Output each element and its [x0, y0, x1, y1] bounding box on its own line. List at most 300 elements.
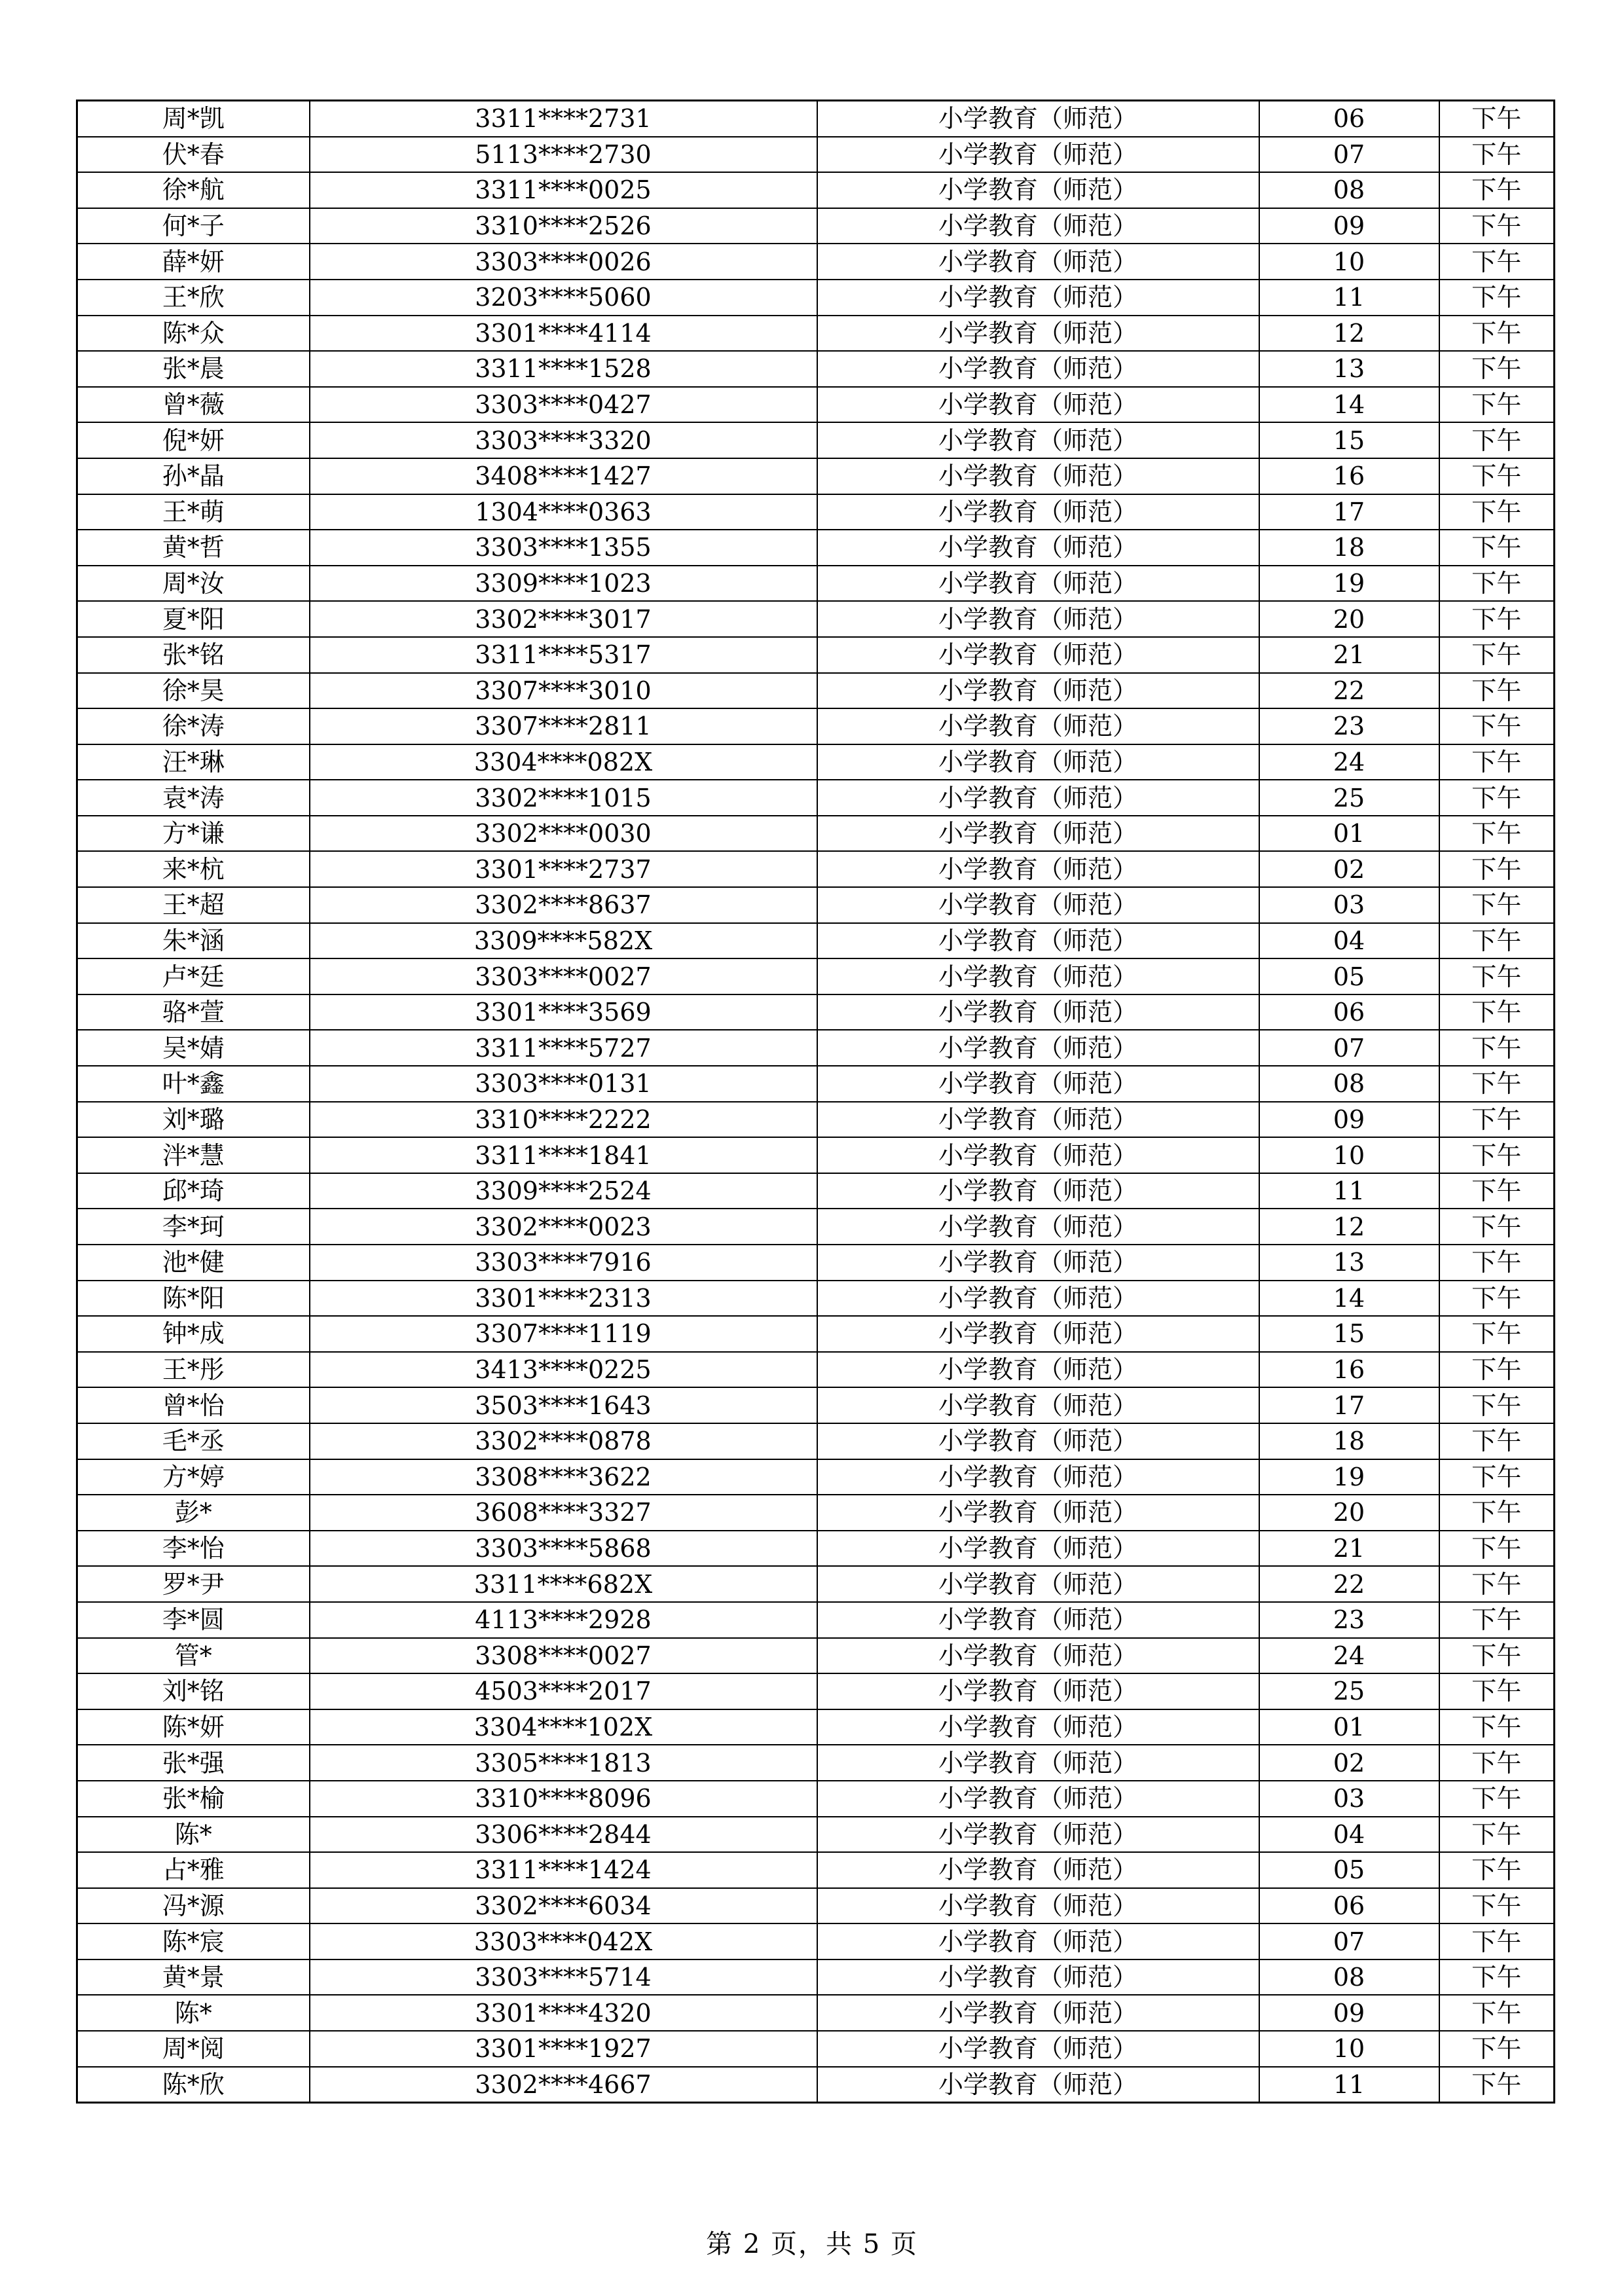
session-cell: 下午 [1439, 101, 1555, 137]
candidate-name-cell: 方*谦 [77, 816, 310, 852]
table-row [77, 2067, 1555, 2103]
major-cell: 小学教育（师范） [817, 673, 1259, 709]
sequence-number-cell: 12 [1259, 316, 1439, 352]
major-cell: 小学教育（师范） [817, 244, 1259, 280]
session-cell: 下午 [1439, 1888, 1555, 1924]
table-row [77, 1959, 1555, 1995]
id-number-cell: 3304****082X [310, 744, 817, 780]
table-row [77, 923, 1555, 959]
candidate-name-cell: 骆*萱 [77, 994, 310, 1030]
sequence-number-cell: 17 [1259, 494, 1439, 530]
sequence-number-cell: 06 [1259, 1888, 1439, 1924]
candidate-name-cell: 池*健 [77, 1245, 310, 1281]
session-cell: 下午 [1439, 1173, 1555, 1209]
session-cell: 下午 [1439, 1352, 1555, 1388]
candidate-name-cell: 方*婷 [77, 1459, 310, 1495]
sequence-number-cell: 01 [1259, 1709, 1439, 1745]
id-number-cell: 3301****4320 [310, 1995, 817, 2031]
candidate-name-cell: 吴*婧 [77, 1030, 310, 1066]
session-cell: 下午 [1439, 1387, 1555, 1423]
session-cell: 下午 [1439, 280, 1555, 316]
major-cell: 小学教育（师范） [817, 1673, 1259, 1709]
session-cell: 下午 [1439, 601, 1555, 637]
major-cell: 小学教育（师范） [817, 851, 1259, 887]
major-cell: 小学教育（师范） [817, 2067, 1259, 2103]
table-row [77, 1495, 1555, 1531]
session-cell: 下午 [1439, 780, 1555, 816]
session-cell: 下午 [1439, 1459, 1555, 1495]
sequence-number-cell: 07 [1259, 137, 1439, 173]
id-number-cell: 3307****2811 [310, 708, 817, 744]
table-row [77, 244, 1555, 280]
id-number-cell: 3303****0026 [310, 244, 817, 280]
table-row [77, 1281, 1555, 1317]
candidate-name-cell: 张*铭 [77, 637, 310, 673]
sequence-number-cell: 24 [1259, 744, 1439, 780]
id-number-cell: 3311****0025 [310, 172, 817, 208]
table-row [77, 887, 1555, 923]
major-cell: 小学教育（师范） [817, 601, 1259, 637]
table-row [77, 1066, 1555, 1102]
major-cell: 小学教育（师范） [817, 280, 1259, 316]
session-cell: 下午 [1439, 494, 1555, 530]
id-number-cell: 3503****1643 [310, 1387, 817, 1423]
major-cell: 小学教育（师范） [817, 708, 1259, 744]
candidate-name-cell: 邱*琦 [77, 1173, 310, 1209]
table-row [77, 422, 1555, 458]
sequence-number-cell: 08 [1259, 1959, 1439, 1995]
sequence-number-cell: 09 [1259, 1102, 1439, 1138]
session-cell: 下午 [1439, 1066, 1555, 1102]
table-row [77, 530, 1555, 566]
session-cell: 下午 [1439, 566, 1555, 602]
table-row [77, 280, 1555, 316]
major-cell: 小学教育（师范） [817, 1638, 1259, 1674]
table-row [77, 1817, 1555, 1853]
table-row [77, 816, 1555, 852]
sequence-number-cell: 20 [1259, 1495, 1439, 1531]
table-row [77, 994, 1555, 1030]
session-cell: 下午 [1439, 851, 1555, 887]
sequence-number-cell: 07 [1259, 1030, 1439, 1066]
id-number-cell: 3203****5060 [310, 280, 817, 316]
id-number-cell: 3303****5868 [310, 1531, 817, 1567]
table-row [77, 1995, 1555, 2031]
major-cell: 小学教育（师范） [817, 958, 1259, 994]
candidate-name-cell: 钟*成 [77, 1316, 310, 1352]
id-number-cell: 3303****5714 [310, 1959, 817, 1995]
id-number-cell: 3301****4114 [310, 316, 817, 352]
table-row [77, 172, 1555, 208]
candidate-name-cell: 彭* [77, 1495, 310, 1531]
sequence-number-cell: 16 [1259, 458, 1439, 494]
major-cell: 小学教育（师范） [817, 1066, 1259, 1102]
sequence-number-cell: 14 [1259, 387, 1439, 423]
major-cell: 小学教育（师范） [817, 172, 1259, 208]
candidate-name-cell: 周*汝 [77, 566, 310, 602]
id-number-cell: 3303****3320 [310, 422, 817, 458]
candidate-name-cell: 冯*源 [77, 1888, 310, 1924]
sequence-number-cell: 16 [1259, 1352, 1439, 1388]
major-cell: 小学教育（师范） [817, 101, 1259, 137]
table-row [77, 1566, 1555, 1602]
major-cell: 小学教育（师范） [817, 1316, 1259, 1352]
session-cell: 下午 [1439, 2031, 1555, 2067]
sequence-number-cell: 05 [1259, 1852, 1439, 1888]
table-row [77, 137, 1555, 173]
major-cell: 小学教育（师范） [817, 1209, 1259, 1245]
id-number-cell: 3311****1841 [310, 1137, 817, 1173]
session-cell: 下午 [1439, 530, 1555, 566]
table-row [77, 1638, 1555, 1674]
session-cell: 下午 [1439, 1316, 1555, 1352]
id-number-cell: 3303****042X [310, 1923, 817, 1959]
candidate-name-cell: 占*雅 [77, 1852, 310, 1888]
candidate-name-cell: 罗*尹 [77, 1566, 310, 1602]
id-number-cell: 5113****2730 [310, 137, 817, 173]
sequence-number-cell: 13 [1259, 351, 1439, 387]
table-row [77, 744, 1555, 780]
major-cell: 小学教育（师范） [817, 458, 1259, 494]
major-cell: 小学教育（师范） [817, 566, 1259, 602]
sequence-number-cell: 06 [1259, 994, 1439, 1030]
sequence-number-cell: 10 [1259, 2031, 1439, 2067]
table-row [77, 1745, 1555, 1781]
sequence-number-cell: 15 [1259, 422, 1439, 458]
sequence-number-cell: 08 [1259, 1066, 1439, 1102]
major-cell: 小学教育（师范） [817, 1173, 1259, 1209]
major-cell: 小学教育（师范） [817, 780, 1259, 816]
major-cell: 小学教育（师范） [817, 2031, 1259, 2067]
table-row [77, 1709, 1555, 1745]
candidate-name-cell: 陈* [77, 1995, 310, 2031]
major-cell: 小学教育（师范） [817, 1245, 1259, 1281]
table-row [77, 2031, 1555, 2067]
sequence-number-cell: 14 [1259, 1281, 1439, 1317]
session-cell: 下午 [1439, 1602, 1555, 1638]
candidate-name-cell: 陈*阳 [77, 1281, 310, 1317]
table-row [77, 1387, 1555, 1423]
sequence-number-cell: 21 [1259, 1531, 1439, 1567]
major-cell: 小学教育（师范） [817, 1602, 1259, 1638]
id-number-cell: 3304****102X [310, 1709, 817, 1745]
session-cell: 下午 [1439, 1959, 1555, 1995]
sequence-number-cell: 03 [1259, 1781, 1439, 1817]
table-row [77, 1316, 1555, 1352]
sequence-number-cell: 24 [1259, 1638, 1439, 1674]
major-cell: 小学教育（师范） [817, 994, 1259, 1030]
id-number-cell: 3301****1927 [310, 2031, 817, 2067]
table-row [77, 1352, 1555, 1388]
id-number-cell: 3302****4667 [310, 2067, 817, 2103]
session-cell: 下午 [1439, 1745, 1555, 1781]
id-number-cell: 3303****1355 [310, 530, 817, 566]
table-row [77, 851, 1555, 887]
id-number-cell: 3303****0427 [310, 387, 817, 423]
id-number-cell: 3306****2844 [310, 1817, 817, 1853]
sequence-number-cell: 03 [1259, 887, 1439, 923]
table-row [77, 958, 1555, 994]
session-cell: 下午 [1439, 351, 1555, 387]
session-cell: 下午 [1439, 1030, 1555, 1066]
candidate-name-cell: 张*强 [77, 1745, 310, 1781]
candidate-name-cell: 黄*哲 [77, 530, 310, 566]
candidate-name-cell: 王*超 [77, 887, 310, 923]
session-cell: 下午 [1439, 137, 1555, 173]
table-row [77, 1673, 1555, 1709]
major-cell: 小学教育（师范） [817, 1709, 1259, 1745]
sequence-number-cell: 13 [1259, 1245, 1439, 1281]
session-cell: 下午 [1439, 637, 1555, 673]
table-row [77, 637, 1555, 673]
session-cell: 下午 [1439, 887, 1555, 923]
sequence-number-cell: 10 [1259, 1137, 1439, 1173]
session-cell: 下午 [1439, 244, 1555, 280]
sequence-number-cell: 09 [1259, 1995, 1439, 2031]
major-cell: 小学教育（师范） [817, 816, 1259, 852]
id-number-cell: 3301****2313 [310, 1281, 817, 1317]
id-number-cell: 3608****3327 [310, 1495, 817, 1531]
table-row [77, 673, 1555, 709]
session-cell: 下午 [1439, 923, 1555, 959]
sequence-number-cell: 22 [1259, 1566, 1439, 1602]
candidate-name-cell: 曾*薇 [77, 387, 310, 423]
major-cell: 小学教育（师范） [817, 1137, 1259, 1173]
session-cell: 下午 [1439, 1709, 1555, 1745]
major-cell: 小学教育（师范） [817, 351, 1259, 387]
candidate-name-cell: 孙*晶 [77, 458, 310, 494]
major-cell: 小学教育（师范） [817, 1781, 1259, 1817]
major-cell: 小学教育（师范） [817, 923, 1259, 959]
candidate-name-cell: 张*榆 [77, 1781, 310, 1817]
table-row [77, 566, 1555, 602]
id-number-cell: 3302****0030 [310, 816, 817, 852]
id-number-cell: 3308****0027 [310, 1638, 817, 1674]
session-cell: 下午 [1439, 673, 1555, 709]
sequence-number-cell: 19 [1259, 1459, 1439, 1495]
session-cell: 下午 [1439, 1209, 1555, 1245]
session-cell: 下午 [1439, 172, 1555, 208]
id-number-cell: 3308****3622 [310, 1459, 817, 1495]
candidate-name-cell: 陈*众 [77, 316, 310, 352]
id-number-cell: 3311****682X [310, 1566, 817, 1602]
candidate-name-cell: 叶*鑫 [77, 1066, 310, 1102]
id-number-cell: 3307****1119 [310, 1316, 817, 1352]
sequence-number-cell: 23 [1259, 708, 1439, 744]
major-cell: 小学教育（师范） [817, 1281, 1259, 1317]
major-cell: 小学教育（师范） [817, 530, 1259, 566]
sequence-number-cell: 11 [1259, 1173, 1439, 1209]
session-cell: 下午 [1439, 422, 1555, 458]
candidate-name-cell: 何*子 [77, 208, 310, 244]
candidate-name-cell: 卢*廷 [77, 958, 310, 994]
candidate-name-cell: 徐*航 [77, 172, 310, 208]
sequence-number-cell: 02 [1259, 1745, 1439, 1781]
session-cell: 下午 [1439, 744, 1555, 780]
candidate-name-cell: 汪*琳 [77, 744, 310, 780]
session-cell: 下午 [1439, 1102, 1555, 1138]
table-row [77, 208, 1555, 244]
candidate-name-cell: 陈*宸 [77, 1923, 310, 1959]
sequence-number-cell: 04 [1259, 1817, 1439, 1853]
id-number-cell: 3311****2731 [310, 101, 817, 137]
major-cell: 小学教育（师范） [817, 494, 1259, 530]
table-row [77, 1209, 1555, 1245]
session-cell: 下午 [1439, 1423, 1555, 1459]
sequence-number-cell: 15 [1259, 1316, 1439, 1352]
session-cell: 下午 [1439, 1673, 1555, 1709]
major-cell: 小学教育（师范） [817, 1745, 1259, 1781]
id-number-cell: 3310****2222 [310, 1102, 817, 1138]
candidate-name-cell: 周*阅 [77, 2031, 310, 2067]
table-row [77, 1245, 1555, 1281]
sequence-number-cell: 07 [1259, 1923, 1439, 1959]
major-cell: 小学教育（师范） [817, 1352, 1259, 1388]
major-cell: 小学教育（师范） [817, 1923, 1259, 1959]
candidate-name-cell: 黄*景 [77, 1959, 310, 1995]
sequence-number-cell: 01 [1259, 816, 1439, 852]
major-cell: 小学教育（师范） [817, 422, 1259, 458]
candidate-name-cell: 王*萌 [77, 494, 310, 530]
candidate-name-cell: 倪*妍 [77, 422, 310, 458]
id-number-cell: 3305****1813 [310, 1745, 817, 1781]
session-cell: 下午 [1439, 1781, 1555, 1817]
id-number-cell: 3302****8637 [310, 887, 817, 923]
candidate-name-cell: 周*凯 [77, 101, 310, 137]
table-row [77, 1923, 1555, 1959]
candidate-name-cell: 徐*涛 [77, 708, 310, 744]
candidate-name-cell: 管* [77, 1638, 310, 1674]
candidate-name-cell: 朱*涵 [77, 923, 310, 959]
candidate-name-cell: 王*彤 [77, 1352, 310, 1388]
major-cell: 小学教育（师范） [817, 1995, 1259, 2031]
major-cell: 小学教育（师范） [817, 1959, 1259, 1995]
id-number-cell: 1304****0363 [310, 494, 817, 530]
candidate-name-cell: 李*珂 [77, 1209, 310, 1245]
roster-table-body [77, 101, 1555, 2103]
session-cell: 下午 [1439, 316, 1555, 352]
sequence-number-cell: 25 [1259, 1673, 1439, 1709]
major-cell: 小学教育（师范） [817, 316, 1259, 352]
candidate-name-cell: 陈* [77, 1817, 310, 1853]
sequence-number-cell: 02 [1259, 851, 1439, 887]
id-number-cell: 3302****0878 [310, 1423, 817, 1459]
id-number-cell: 3413****0225 [310, 1352, 817, 1388]
sequence-number-cell: 08 [1259, 172, 1439, 208]
id-number-cell: 3309****1023 [310, 566, 817, 602]
major-cell: 小学教育（师范） [817, 1566, 1259, 1602]
table-row [77, 1852, 1555, 1888]
sequence-number-cell: 17 [1259, 1387, 1439, 1423]
candidate-name-cell: 夏*阳 [77, 601, 310, 637]
candidate-name-cell: 刘*铭 [77, 1673, 310, 1709]
candidate-name-cell: 袁*涛 [77, 780, 310, 816]
session-cell: 下午 [1439, 387, 1555, 423]
candidate-name-cell: 伏*春 [77, 137, 310, 173]
session-cell: 下午 [1439, 1245, 1555, 1281]
session-cell: 下午 [1439, 816, 1555, 852]
id-number-cell: 3311****5727 [310, 1030, 817, 1066]
table-row [77, 601, 1555, 637]
sequence-number-cell: 21 [1259, 637, 1439, 673]
table-row [77, 780, 1555, 816]
sequence-number-cell: 06 [1259, 101, 1439, 137]
session-cell: 下午 [1439, 1995, 1555, 2031]
table-row [77, 458, 1555, 494]
sequence-number-cell: 11 [1259, 2067, 1439, 2103]
candidate-name-cell: 泮*慧 [77, 1137, 310, 1173]
table-row [77, 1888, 1555, 1924]
sequence-number-cell: 18 [1259, 530, 1439, 566]
session-cell: 下午 [1439, 2067, 1555, 2103]
sequence-number-cell: 09 [1259, 208, 1439, 244]
table-row [77, 1531, 1555, 1567]
session-cell: 下午 [1439, 1923, 1555, 1959]
id-number-cell: 3408****1427 [310, 458, 817, 494]
major-cell: 小学教育（师范） [817, 1888, 1259, 1924]
id-number-cell: 3307****3010 [310, 673, 817, 709]
sequence-number-cell: 10 [1259, 244, 1439, 280]
id-number-cell: 3302****6034 [310, 1888, 817, 1924]
candidate-name-cell: 王*欣 [77, 280, 310, 316]
session-cell: 下午 [1439, 1531, 1555, 1567]
major-cell: 小学教育（师范） [817, 1817, 1259, 1853]
sequence-number-cell: 20 [1259, 601, 1439, 637]
id-number-cell: 3302****3017 [310, 601, 817, 637]
table-row [77, 101, 1555, 137]
table-row [77, 351, 1555, 387]
page-number-footer: 第 2 页，共 5 页 [706, 2229, 918, 2259]
table-row [77, 1030, 1555, 1066]
table-row [77, 1173, 1555, 1209]
sequence-number-cell: 05 [1259, 958, 1439, 994]
id-number-cell: 3310****2526 [310, 208, 817, 244]
sequence-number-cell: 25 [1259, 780, 1439, 816]
session-cell: 下午 [1439, 1495, 1555, 1531]
session-cell: 下午 [1439, 958, 1555, 994]
sequence-number-cell: 18 [1259, 1423, 1439, 1459]
candidate-name-cell: 陈*妍 [77, 1709, 310, 1745]
candidate-name-cell: 毛*丞 [77, 1423, 310, 1459]
id-number-cell: 3301****3569 [310, 994, 817, 1030]
id-number-cell: 4113****2928 [310, 1602, 817, 1638]
session-cell: 下午 [1439, 1852, 1555, 1888]
table-row [77, 316, 1555, 352]
candidate-name-cell: 曾*怡 [77, 1387, 310, 1423]
roster-table [76, 100, 1555, 2104]
table-row [77, 1137, 1555, 1173]
id-number-cell: 3311****5317 [310, 637, 817, 673]
sequence-number-cell: 22 [1259, 673, 1439, 709]
session-cell: 下午 [1439, 458, 1555, 494]
id-number-cell: 3303****0027 [310, 958, 817, 994]
candidate-name-cell: 李*圆 [77, 1602, 310, 1638]
major-cell: 小学教育（师范） [817, 1387, 1259, 1423]
candidate-name-cell: 李*怡 [77, 1531, 310, 1567]
table-row [77, 1459, 1555, 1495]
major-cell: 小学教育（师范） [817, 1495, 1259, 1531]
session-cell: 下午 [1439, 208, 1555, 244]
major-cell: 小学教育（师范） [817, 744, 1259, 780]
id-number-cell: 3311****1528 [310, 351, 817, 387]
id-number-cell: 3311****1424 [310, 1852, 817, 1888]
session-cell: 下午 [1439, 1638, 1555, 1674]
major-cell: 小学教育（师范） [817, 1423, 1259, 1459]
major-cell: 小学教育（师范） [817, 208, 1259, 244]
candidate-name-cell: 陈*欣 [77, 2067, 310, 2103]
sequence-number-cell: 12 [1259, 1209, 1439, 1245]
table-row [77, 387, 1555, 423]
